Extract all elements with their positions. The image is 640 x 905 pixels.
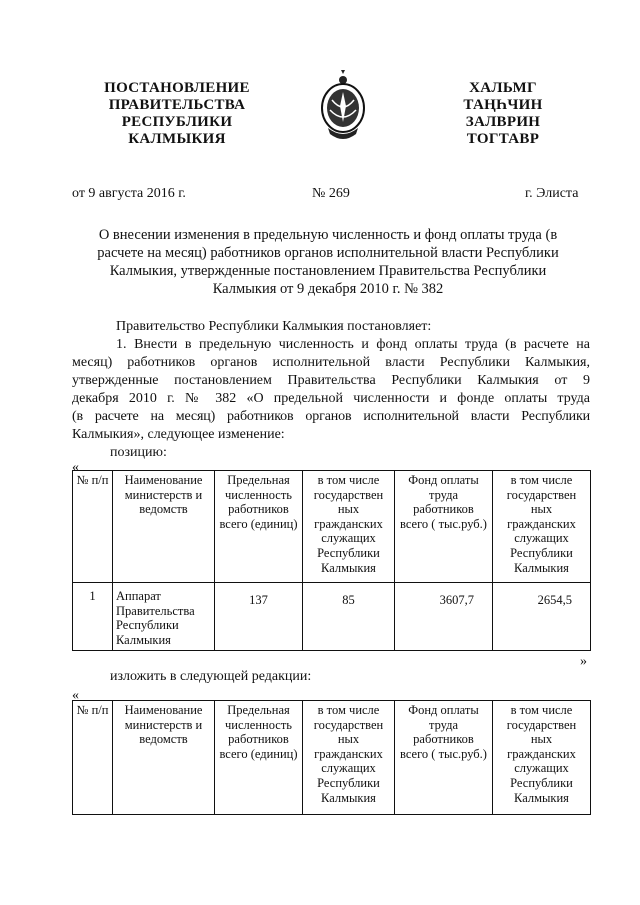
row-number: 1 — [73, 583, 113, 651]
table-row — [73, 583, 591, 651]
title-line: расчете на месяц) работников органов исполнительной власти Республики — [97, 245, 559, 261]
issuer-xal-line: ХАЛЬМГ — [469, 80, 537, 96]
row-name — [113, 583, 215, 651]
issuer-xal-line: ТОГТАВР — [466, 131, 540, 147]
title-line: Калмыкия, утвержденные постановлением Правительства Республики — [109, 263, 547, 279]
close-quote: » — [580, 654, 587, 669]
positions-table-current — [72, 470, 591, 651]
restate-label: изложить в следующей редакции: — [110, 669, 312, 684]
header-cell: в том числе государствен ных гражданских служащих Республики Калмыкия — [493, 471, 591, 583]
resolution-intro: Правительство Республики Калмыкия постановляет: — [116, 319, 432, 334]
header-cell: Фонд оплаты труда работников всего ( тыс.руб.) — [395, 701, 493, 815]
table-header-row — [73, 471, 591, 583]
document-date: от 9 августа 2016 г. — [72, 186, 186, 201]
header-cell: Фонд оплаты труда работников всего ( тыс.руб.) — [395, 471, 493, 583]
paragraph-line: Калмыкия», следующее изменение: — [72, 427, 285, 442]
row-name-line: Калмыкия — [116, 632, 171, 647]
issuer-xal — [438, 80, 568, 148]
document-place: г. Элиста — [525, 186, 579, 201]
header-cell: № п/п — [73, 471, 113, 583]
paragraph-1 — [72, 336, 590, 444]
row-name-line: Правительства — [116, 603, 195, 618]
paragraph-line: месяц) работников органов исполнительной власти Республики Калмыкия, — [72, 355, 590, 370]
paragraph-line: (в расчете на месяц) работников органов исполнительной власти Республики — [72, 409, 590, 424]
issuer-xal-line: ТАҢҺЧИН — [463, 97, 543, 113]
header-cell: № п/п — [73, 701, 113, 815]
row-name-line: Аппарат — [116, 589, 161, 603]
header-cell: в том числе государствен ных гражданских служащих Республики Калмыкия — [303, 471, 395, 583]
positions-table-new — [72, 700, 591, 815]
header-cell: Предельная численность работников всего (единиц) — [215, 471, 303, 583]
issuer-xal-line: ЗАЛВРИН — [465, 114, 541, 130]
issuer-ru — [82, 80, 272, 148]
paragraph-line: декабря 2010 г. № 382 «О предельной численности и фонде оплаты труда — [72, 391, 590, 406]
table-header-row — [73, 701, 591, 815]
position-label: позицию: — [110, 445, 167, 460]
header-cell: Наименование министерств и ведомств — [113, 701, 215, 815]
header-cell: Предельная численность работников всего (единиц) — [215, 701, 303, 815]
row-total-staff: 137 — [215, 583, 303, 651]
open-quote: « — [72, 460, 79, 475]
document-title — [96, 226, 560, 298]
issuer-ru-line: РЕСПУБЛИКИ — [121, 114, 233, 130]
header-cell: в том числе государствен ных гражданских служащих Республики Калмыкия — [303, 701, 395, 815]
paragraph-line: 1. Внести в предельную численность и фонд оплаты труда (в расчете на — [116, 337, 590, 352]
row-civil-servants: 85 — [303, 583, 395, 651]
row-wage-fund: 3607,7 — [395, 583, 493, 651]
issuer-ru-line: ПРАВИТЕЛЬСТВА — [108, 97, 246, 113]
paragraph-line: утвержденные постановлением Правительства Республики Калмыкия от 9 — [72, 373, 590, 388]
kalmykia-emblem-icon — [320, 70, 366, 144]
title-line: О внесении изменения в предельную численность и фонд оплаты труда (в — [98, 227, 558, 243]
header-cell: Наименование министерств и ведомств — [113, 471, 215, 583]
issuer-ru-line: КАЛМЫКИЯ — [128, 131, 226, 147]
row-wage-fund-civil: 2654,5 — [493, 583, 591, 651]
open-quote-2: « — [72, 688, 79, 703]
row-name-line: Республики — [116, 618, 179, 633]
title-line: Калмыкия от 9 декабря 2010 г. № 382 — [212, 281, 444, 297]
document-number: № 269 — [312, 186, 350, 201]
issuer-ru-line: ПОСТАНОВЛЕНИЕ — [104, 80, 250, 96]
header-cell: в том числе государствен ных гражданских служащих Республики Калмыкия — [493, 701, 591, 815]
